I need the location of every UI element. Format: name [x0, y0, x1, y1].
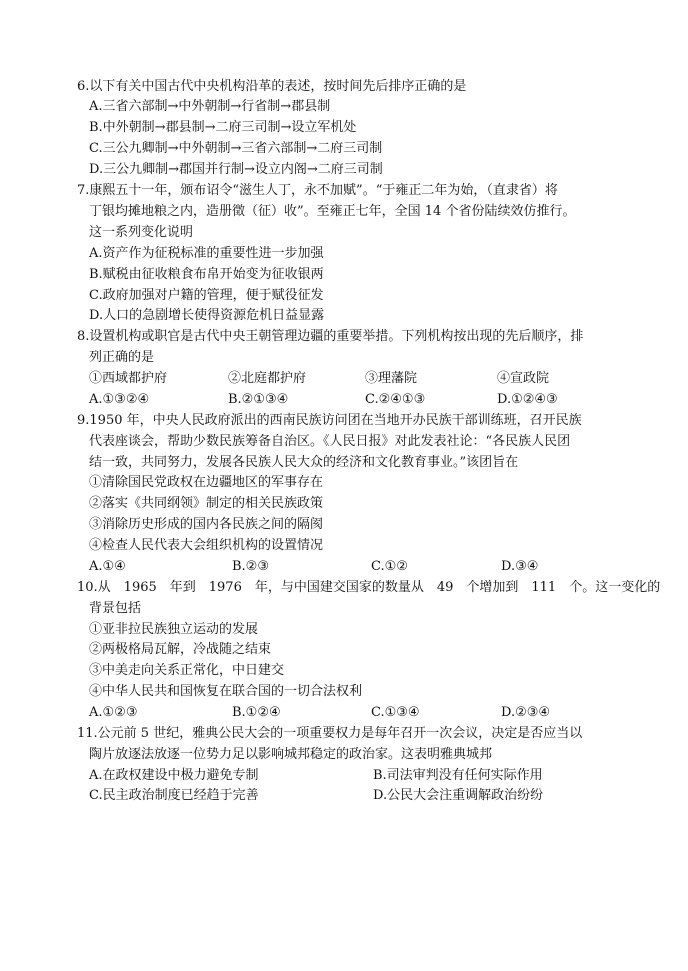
question-8-choices	[0, 390, 688, 410]
question-10-item-3: ③中美走向关系正常化，中日建交	[89, 663, 285, 678]
question-9-item-3: ③消除历史形成的国内各民族之间的隔阂	[89, 517, 324, 532]
question-8-choice-d: D.①②④③	[497, 392, 558, 407]
question-6-stem: 6.以下有关中国古代中央机构沿革的表述，按时间先后排序正确的是	[77, 79, 467, 94]
question-9-item-1: ①清除国民党政权在边疆地区的军事存在	[89, 475, 324, 490]
question-8-item-1: ①西域都护府	[89, 371, 168, 386]
question-9-choice-b: B.②③	[232, 559, 269, 574]
question-11-stem-line-2: 陶片放逐法放逐一位势力足以影响城邦稳定的政治家。这表明雅典城邦	[89, 747, 493, 762]
question-10-item-4: ④中华人民共和国恢复在联合国的一切合法权利	[89, 684, 363, 699]
question-8-item-3: ③理藩院	[365, 371, 418, 386]
question-7-option-c: C.政府加强对户籍的管理，便于赋役征发	[89, 288, 324, 303]
question-11-stem-line-1: 11.公元前 5 世纪，雅典公民大会的一项重要权力是每年召开一次会议，决定是否应当以	[77, 726, 583, 741]
question-7-stem-line-2: 丁银均摊地粮之内，造册徵（征）收”。至雍正七年，全国 14 个省份陆续效仿推行。	[89, 204, 576, 219]
question-11-choice-a: A.在政权建设中极力避免专制	[89, 768, 259, 783]
question-11-choice-c: C.民主政治制度已经趋于完善	[89, 788, 259, 803]
question-10-stem-line-1: 10.从 1965 年到 1976 年，与中国建交国家的数量从 49 个增加到 111 个。这一变化的	[77, 580, 661, 595]
question-8-item-2: ②北庭都护府	[228, 371, 307, 386]
question-9-choices	[0, 557, 688, 577]
question-6-option-b: B.中外朝制→郡县制→二府三司制→设立军机处	[89, 120, 357, 135]
question-6-option-a: A.三省六部制→中外朝制→行省制→郡县制	[89, 99, 331, 114]
question-8-choice-b: B.②①③④	[228, 392, 289, 407]
question-7-stem-line-3: 这一系列变化说明	[89, 225, 194, 240]
question-10-item-2: ②两极格局瓦解，冷战随之结束	[89, 642, 272, 657]
question-11-choice-d: D.公民大会注重调解政治纷纷	[373, 788, 544, 803]
question-11-choices-row-1	[0, 766, 688, 786]
question-10-choice-d: D.②③④	[501, 705, 551, 720]
question-10-stem-line-2: 背景包括	[89, 601, 142, 616]
question-9-item-4: ④检查人民代表大会组织机构的设置情况	[89, 538, 324, 553]
question-9-choice-c: C.①②	[371, 559, 408, 574]
question-7-option-b: B.赋税由征收粮食布帛开始变为征收银两	[89, 267, 324, 282]
question-8-stem-line-1: 8.设置机构或职官是古代中央王朝管理边疆的重要举措。下列机构按出现的先后顺序，排	[77, 329, 584, 344]
question-8-items	[0, 369, 688, 389]
question-10-choice-b: B.①②④	[232, 705, 281, 720]
question-11-choices-row-2	[0, 786, 688, 806]
question-6-option-d: D.三公九卿制→郡国并行制→设立内阁→二府三司制	[89, 162, 383, 177]
question-9-stem-line-2: 代表座谈会，帮助少数民族筹备自治区。《人民日报》对此发表社论：“各民族人民团	[89, 434, 571, 449]
question-10-item-1: ①亚非拉民族独立运动的发展	[89, 622, 259, 637]
question-7-option-a: A.资产作为征税标准的重要性进一步加强	[89, 246, 324, 261]
question-10-choice-a: A.①②③	[89, 705, 138, 720]
question-11-choice-b: B.司法审判没有任何实际作用	[373, 768, 543, 783]
question-9-choice-a: A.①④	[89, 559, 126, 574]
question-9-stem-line-1: 9.1950 年，中央人民政府派出的西南民族访问团在当地开办民族干部训练班，召开民族	[77, 413, 582, 428]
question-10-choice-c: C.①③④	[371, 705, 420, 720]
question-9-stem-line-3: 结一致，共同努力，发展各民族人民大众的经济和文化教育事业。”该团旨在	[89, 455, 519, 470]
question-7-stem-line-1: 7.康熙五十一年，颁布诏令“滋生人丁，永不加赋”。“于雍正二年为始，（直隶省）将	[77, 183, 558, 198]
question-8-choice-a: A.①③②④	[89, 392, 150, 407]
question-9-item-2: ②落实《共同纲领》制定的相关民族政策	[89, 496, 324, 511]
question-8-item-4: ④宣政院	[497, 371, 550, 386]
question-10-choices	[0, 703, 688, 723]
question-7-option-d: D.人口的急剧增长使得资源危机日益显露	[89, 308, 325, 323]
question-9-choice-d: D.③④	[501, 559, 539, 574]
question-6-option-c: C.三公九卿制→中外朝制→三省六部制→二府三司制	[89, 141, 383, 156]
question-8-stem-line-2: 列正确的是	[89, 350, 155, 365]
question-8-choice-c: C.②④①③	[365, 392, 426, 407]
